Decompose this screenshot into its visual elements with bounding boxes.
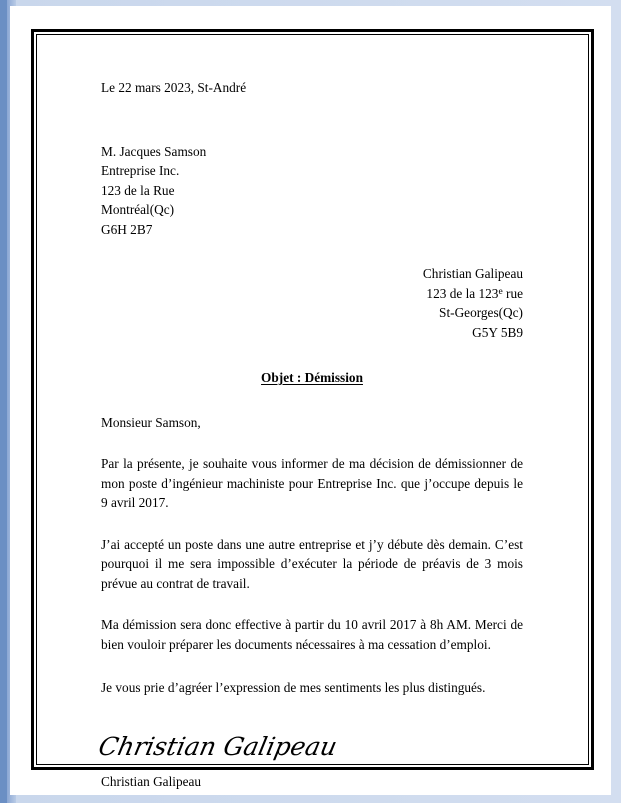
sender-street (101, 284, 523, 304)
date-line: Le 22 mars 2023, St-André (101, 80, 247, 95)
subject-line: Objet : Démission (261, 370, 363, 385)
handwritten-signature (95, 728, 340, 766)
sender-street-prefix: 123 de la 123 (426, 285, 499, 301)
salutation: Monsieur Samson, (101, 414, 201, 430)
sender-address-block (101, 264, 523, 342)
recipient-line: 123 de la Rue (101, 182, 175, 198)
sender-name: Christian Galipeau (422, 266, 523, 281)
recipient-line: G6H 2B7 (101, 221, 153, 237)
sender-street-ordinal: e (498, 285, 503, 297)
sender-postal-code: G5Y 5B9 (472, 324, 523, 340)
sender-street-suffix: rue (502, 285, 523, 301)
sender-city: St-Georges(Qc) (439, 305, 523, 320)
paragraph: Par la présente, je souhaite vous informer de ma décision de démissionner de mon poste d’ingénieur machiniste pour Entreprise Inc. que j’occupe depuis le 9 avril 2017. (101, 456, 523, 510)
letter-body (95, 78, 523, 791)
document-page (10, 6, 611, 795)
typed-signature-name: Christian Galipeau (101, 773, 202, 789)
signature-glyphs: Christian Galipeau (95, 731, 340, 761)
recipient-line: Entreprise Inc. (101, 163, 180, 178)
signature-block (95, 728, 523, 792)
recipient-line: Montréal(Qc) (101, 202, 175, 217)
recipient-address-block (101, 142, 523, 240)
paragraph: Ma démission sera donc effective à partir du 10 avril 2017 à 8h AM. Merci de bien vouloir préparer les documents nécessaires à ma cessation d’emploi. (101, 617, 523, 652)
recipient-line: M. Jacques Samson (101, 143, 207, 159)
closing-paragraph: Je vous prie d’agréer l’expression de mes sentiments les plus distingués. (101, 680, 486, 695)
paragraph: J’ai accepté un poste dans une autre entreprise et j’y débute dès demain. C’est pourquoi il me sera impossible d’exécuter la période de préavis de 3 mois prévue au contrat de travail. (101, 536, 523, 591)
